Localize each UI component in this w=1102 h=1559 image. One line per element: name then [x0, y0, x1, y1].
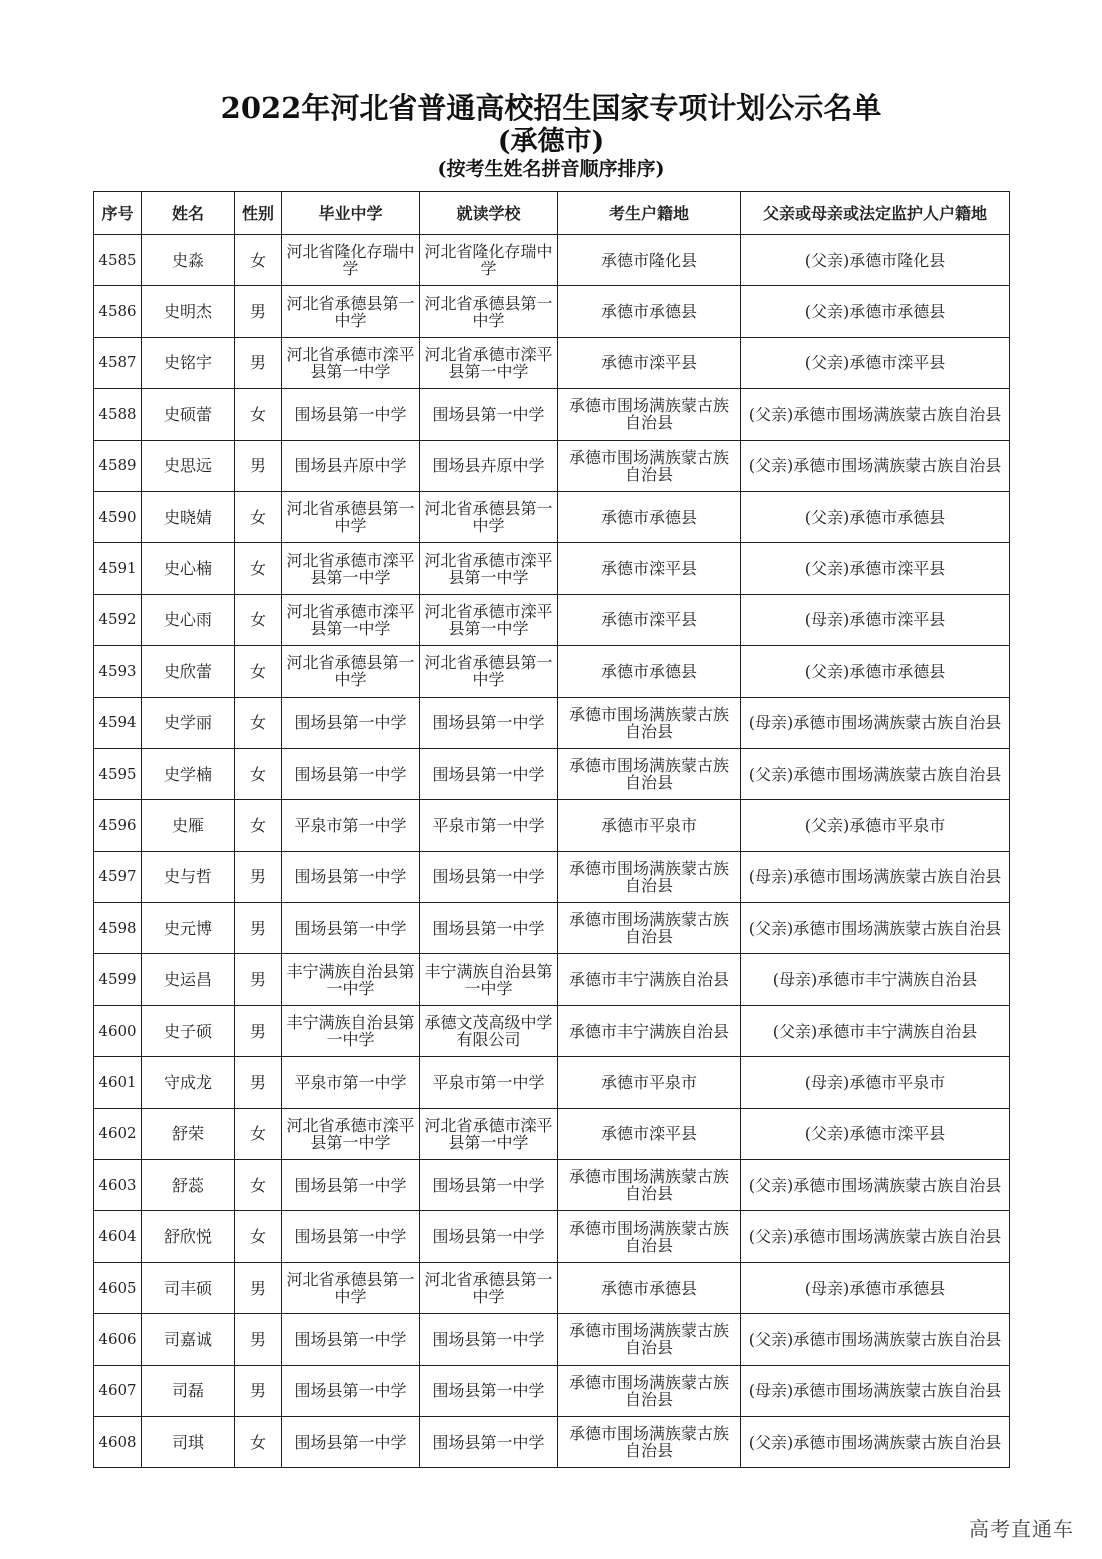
cell-gender: 女 — [235, 1108, 282, 1159]
column-header-grad-school: 毕业中学 — [282, 192, 420, 235]
cell-grad-school: 丰宁满族自治县第一中学 — [282, 954, 420, 1005]
cell-gender: 男 — [235, 1057, 282, 1108]
cell-current-school: 河北省承德市滦平县第一中学 — [420, 1108, 558, 1159]
cell-gender: 女 — [235, 697, 282, 748]
cell-grad-school: 平泉市第一中学 — [282, 1057, 420, 1108]
cell-no: 4590 — [94, 491, 142, 542]
cell-no: 4598 — [94, 903, 142, 954]
cell-current-school: 围场县第一中学 — [420, 1160, 558, 1211]
cell-residence: 承德市承德县 — [558, 1262, 741, 1313]
column-header-current-school: 就读学校 — [420, 192, 558, 235]
page-title: 2022年河北省普通高校招生国家专项计划公示名单 — [220, 91, 882, 125]
cell-name: 史心雨 — [142, 594, 235, 645]
cell-name: 史心楠 — [142, 543, 235, 594]
cell-current-school: 平泉市第一中学 — [420, 1057, 558, 1108]
cell-grad-school: 河北省承德县第一中学 — [282, 1262, 420, 1313]
table-row — [94, 697, 1010, 748]
table-row — [94, 1005, 1010, 1056]
cell-residence: 承德市滦平县 — [558, 337, 741, 388]
cell-name: 史运昌 — [142, 954, 235, 1005]
cell-gender: 男 — [235, 1262, 282, 1313]
cell-no: 4585 — [94, 235, 142, 286]
cell-grad-school: 河北省承德市滦平县第一中学 — [282, 337, 420, 388]
cell-guardian-residence: (父亲)承德市滦平县 — [741, 337, 1010, 388]
cell-residence: 承德市平泉市 — [558, 800, 741, 851]
cell-current-school: 平泉市第一中学 — [420, 800, 558, 851]
cell-no: 4608 — [94, 1416, 142, 1467]
cell-gender: 男 — [235, 286, 282, 337]
cell-current-school: 围场县第一中学 — [420, 1416, 558, 1467]
cell-guardian-residence: (父亲)承德市围场满族蒙古族自治县 — [741, 1160, 1010, 1211]
cell-residence: 承德市丰宁满族自治县 — [558, 954, 741, 1005]
cell-grad-school: 围场县第一中学 — [282, 1314, 420, 1365]
cell-guardian-residence: (父亲)承德市围场满族蒙古族自治县 — [741, 440, 1010, 491]
cell-name: 司琪 — [142, 1416, 235, 1467]
cell-guardian-residence: (父亲)承德市围场满族蒙古族自治县 — [741, 1211, 1010, 1262]
table-row — [94, 286, 1010, 337]
cell-grad-school: 河北省承德市滦平县第一中学 — [282, 1108, 420, 1159]
cell-name: 史与哲 — [142, 851, 235, 902]
cell-current-school: 河北省承德市滦平县第一中学 — [420, 543, 558, 594]
cell-grad-school: 围场县第一中学 — [282, 1416, 420, 1467]
cell-gender: 女 — [235, 646, 282, 697]
cell-residence: 承德市滦平县 — [558, 1108, 741, 1159]
cell-name: 舒蕊 — [142, 1160, 235, 1211]
cell-grad-school: 围场县第一中学 — [282, 1365, 420, 1416]
table-row — [94, 954, 1010, 1005]
cell-gender: 女 — [235, 543, 282, 594]
cell-guardian-residence: (父亲)承德市围场满族蒙古族自治县 — [741, 389, 1010, 440]
cell-grad-school: 河北省承德县第一中学 — [282, 646, 420, 697]
cell-no: 4592 — [94, 594, 142, 645]
cell-guardian-residence: (父亲)承德市平泉市 — [741, 800, 1010, 851]
table-row — [94, 1211, 1010, 1262]
cell-residence: 承德市围场满族蒙古族自治县 — [558, 903, 741, 954]
cell-name: 司磊 — [142, 1365, 235, 1416]
cell-residence: 承德市承德县 — [558, 286, 741, 337]
column-header-name: 姓名 — [142, 192, 235, 235]
cell-current-school: 围场县第一中学 — [420, 1211, 558, 1262]
cell-current-school: 承德文茂高级中学有限公司 — [420, 1005, 558, 1056]
cell-current-school: 河北省承德县第一中学 — [420, 491, 558, 542]
cell-name: 史雁 — [142, 800, 235, 851]
table-row — [94, 235, 1010, 286]
cell-gender: 男 — [235, 1005, 282, 1056]
cell-name: 史淼 — [142, 235, 235, 286]
cell-guardian-residence: (母亲)承德市围场满族蒙古族自治县 — [741, 851, 1010, 902]
cell-gender: 女 — [235, 594, 282, 645]
cell-residence: 承德市平泉市 — [558, 1057, 741, 1108]
cell-current-school: 河北省承德县第一中学 — [420, 286, 558, 337]
cell-current-school: 围场县第一中学 — [420, 389, 558, 440]
cell-no: 4591 — [94, 543, 142, 594]
cell-grad-school: 围场县卉原中学 — [282, 440, 420, 491]
cell-gender: 男 — [235, 1365, 282, 1416]
table-row — [94, 1365, 1010, 1416]
cell-residence: 承德市丰宁满族自治县 — [558, 1005, 741, 1056]
cell-gender: 女 — [235, 389, 282, 440]
cell-current-school: 围场县第一中学 — [420, 1365, 558, 1416]
cell-current-school: 河北省承德市滦平县第一中学 — [420, 337, 558, 388]
table-row — [94, 851, 1010, 902]
table-row — [94, 1057, 1010, 1108]
cell-residence: 承德市围场满族蒙古族自治县 — [558, 697, 741, 748]
cell-no: 4588 — [94, 389, 142, 440]
table-row — [94, 440, 1010, 491]
cell-guardian-residence: (父亲)承德市隆化县 — [741, 235, 1010, 286]
cell-grad-school: 丰宁满族自治县第一中学 — [282, 1005, 420, 1056]
cell-residence: 承德市滦平县 — [558, 543, 741, 594]
cell-no: 4596 — [94, 800, 142, 851]
cell-grad-school: 河北省承德市滦平县第一中学 — [282, 594, 420, 645]
cell-grad-school: 河北省承德县第一中学 — [282, 286, 420, 337]
cell-guardian-residence: (父亲)承德市滦平县 — [741, 1108, 1010, 1159]
cell-residence: 承德市围场满族蒙古族自治县 — [558, 851, 741, 902]
cell-gender: 男 — [235, 337, 282, 388]
cell-no: 4607 — [94, 1365, 142, 1416]
cell-gender: 女 — [235, 491, 282, 542]
cell-gender: 男 — [235, 954, 282, 1005]
cell-current-school: 河北省承德县第一中学 — [420, 646, 558, 697]
cell-guardian-residence: (母亲)承德市平泉市 — [741, 1057, 1010, 1108]
cell-current-school: 围场县第一中学 — [420, 748, 558, 799]
cell-grad-school: 围场县第一中学 — [282, 851, 420, 902]
table-row — [94, 1314, 1010, 1365]
cell-grad-school: 围场县第一中学 — [282, 903, 420, 954]
cell-grad-school: 河北省隆化存瑞中学 — [282, 235, 420, 286]
cell-name: 舒欣悦 — [142, 1211, 235, 1262]
cell-residence: 承德市围场满族蒙古族自治县 — [558, 1365, 741, 1416]
cell-name: 史明杰 — [142, 286, 235, 337]
cell-name: 史学丽 — [142, 697, 235, 748]
cell-residence: 承德市承德县 — [558, 491, 741, 542]
cell-gender: 女 — [235, 1211, 282, 1262]
cell-guardian-residence: (母亲)承德市丰宁满族自治县 — [741, 954, 1010, 1005]
cell-name: 史子硕 — [142, 1005, 235, 1056]
table-row — [94, 748, 1010, 799]
cell-grad-school: 河北省承德县第一中学 — [282, 491, 420, 542]
cell-grad-school: 围场县第一中学 — [282, 697, 420, 748]
cell-guardian-residence: (父亲)承德市丰宁满族自治县 — [741, 1005, 1010, 1056]
column-header-no: 序号 — [94, 192, 142, 235]
cell-current-school: 河北省承德县第一中学 — [420, 1262, 558, 1313]
cell-residence: 承德市围场满族蒙古族自治县 — [558, 748, 741, 799]
cell-grad-school: 平泉市第一中学 — [282, 800, 420, 851]
watermark-text: 高考直通车 — [969, 1517, 1074, 1541]
cell-guardian-residence: (母亲)承德市围场满族蒙古族自治县 — [741, 697, 1010, 748]
cell-guardian-residence: (父亲)承德市围场满族蒙古族自治县 — [741, 903, 1010, 954]
cell-grad-school: 围场县第一中学 — [282, 1160, 420, 1211]
cell-no: 4597 — [94, 851, 142, 902]
table-header-row — [94, 192, 1010, 235]
cell-name: 史欣蕾 — [142, 646, 235, 697]
cell-name: 舒荣 — [142, 1108, 235, 1159]
cell-guardian-residence: (父亲)承德市围场满族蒙古族自治县 — [741, 1314, 1010, 1365]
cell-residence: 承德市围场满族蒙古族自治县 — [558, 440, 741, 491]
cell-gender: 女 — [235, 235, 282, 286]
cell-grad-school: 围场县第一中学 — [282, 389, 420, 440]
table-row — [94, 1262, 1010, 1313]
cell-grad-school: 河北省承德市滦平县第一中学 — [282, 543, 420, 594]
cell-name: 史硕蕾 — [142, 389, 235, 440]
cell-residence: 承德市围场满族蒙古族自治县 — [558, 1314, 741, 1365]
cell-no: 4593 — [94, 646, 142, 697]
cell-name: 史学楠 — [142, 748, 235, 799]
page-subtitle: (承德市) — [497, 126, 605, 157]
cell-residence: 承德市围场满族蒙古族自治县 — [558, 1160, 741, 1211]
table-row — [94, 903, 1010, 954]
cell-no: 4600 — [94, 1005, 142, 1056]
cell-residence: 承德市围场满族蒙古族自治县 — [558, 1416, 741, 1467]
cell-no: 4595 — [94, 748, 142, 799]
roster-table — [93, 191, 1010, 1468]
cell-no: 4604 — [94, 1211, 142, 1262]
cell-gender: 男 — [235, 440, 282, 491]
cell-no: 4601 — [94, 1057, 142, 1108]
cell-gender: 男 — [235, 903, 282, 954]
table-row — [94, 594, 1010, 645]
cell-no: 4589 — [94, 440, 142, 491]
cell-no: 4606 — [94, 1314, 142, 1365]
cell-gender: 女 — [235, 800, 282, 851]
table-row — [94, 389, 1010, 440]
cell-name: 史元博 — [142, 903, 235, 954]
cell-name: 史晓婧 — [142, 491, 235, 542]
table-row — [94, 800, 1010, 851]
cell-grad-school: 围场县第一中学 — [282, 1211, 420, 1262]
cell-guardian-residence: (母亲)承德市滦平县 — [741, 594, 1010, 645]
cell-current-school: 围场县第一中学 — [420, 903, 558, 954]
cell-current-school: 河北省承德市滦平县第一中学 — [420, 594, 558, 645]
cell-name: 司嘉诚 — [142, 1314, 235, 1365]
cell-guardian-residence: (父亲)承德市承德县 — [741, 646, 1010, 697]
table-row — [94, 491, 1010, 542]
sort-note: (按考生姓名拼音顺序排序) — [437, 158, 665, 180]
cell-no: 4602 — [94, 1108, 142, 1159]
table-row — [94, 1108, 1010, 1159]
cell-residence: 承德市滦平县 — [558, 594, 741, 645]
cell-guardian-residence: (父亲)承德市围场满族蒙古族自治县 — [741, 1416, 1010, 1467]
cell-residence: 承德市围场满族蒙古族自治县 — [558, 389, 741, 440]
cell-no: 4605 — [94, 1262, 142, 1313]
cell-no: 4603 — [94, 1160, 142, 1211]
cell-no: 4587 — [94, 337, 142, 388]
cell-gender: 女 — [235, 1160, 282, 1211]
cell-current-school: 围场县第一中学 — [420, 851, 558, 902]
cell-residence: 承德市承德县 — [558, 646, 741, 697]
cell-guardian-residence: (母亲)承德市围场满族蒙古族自治县 — [741, 1365, 1010, 1416]
cell-name: 司丰硕 — [142, 1262, 235, 1313]
cell-current-school: 围场县第一中学 — [420, 697, 558, 748]
table-row — [94, 646, 1010, 697]
cell-current-school: 河北省隆化存瑞中学 — [420, 235, 558, 286]
cell-name: 史铭宇 — [142, 337, 235, 388]
table-row — [94, 543, 1010, 594]
cell-no: 4586 — [94, 286, 142, 337]
cell-guardian-residence: (父亲)承德市围场满族蒙古族自治县 — [741, 748, 1010, 799]
cell-guardian-residence: (父亲)承德市承德县 — [741, 491, 1010, 542]
cell-gender: 女 — [235, 748, 282, 799]
cell-gender: 男 — [235, 851, 282, 902]
table-row — [94, 1416, 1010, 1467]
cell-current-school: 围场县卉原中学 — [420, 440, 558, 491]
cell-guardian-residence: (母亲)承德市承德县 — [741, 1262, 1010, 1313]
cell-gender: 男 — [235, 1314, 282, 1365]
cell-gender: 女 — [235, 1416, 282, 1467]
cell-name: 守成龙 — [142, 1057, 235, 1108]
cell-current-school: 丰宁满族自治县第一中学 — [420, 954, 558, 1005]
cell-no: 4594 — [94, 697, 142, 748]
cell-guardian-residence: (父亲)承德市承德县 — [741, 286, 1010, 337]
cell-residence: 承德市隆化县 — [558, 235, 741, 286]
table-row — [94, 337, 1010, 388]
column-header-gender: 性别 — [235, 192, 282, 235]
cell-residence: 承德市围场满族蒙古族自治县 — [558, 1211, 741, 1262]
column-header-guardian-residence: 父亲或母亲或法定监护人户籍地 — [741, 192, 1010, 235]
cell-no: 4599 — [94, 954, 142, 1005]
cell-name: 史思远 — [142, 440, 235, 491]
column-header-residence: 考生户籍地 — [558, 192, 741, 235]
cell-current-school: 围场县第一中学 — [420, 1314, 558, 1365]
cell-guardian-residence: (父亲)承德市滦平县 — [741, 543, 1010, 594]
cell-grad-school: 围场县第一中学 — [282, 748, 420, 799]
table-row — [94, 1160, 1010, 1211]
